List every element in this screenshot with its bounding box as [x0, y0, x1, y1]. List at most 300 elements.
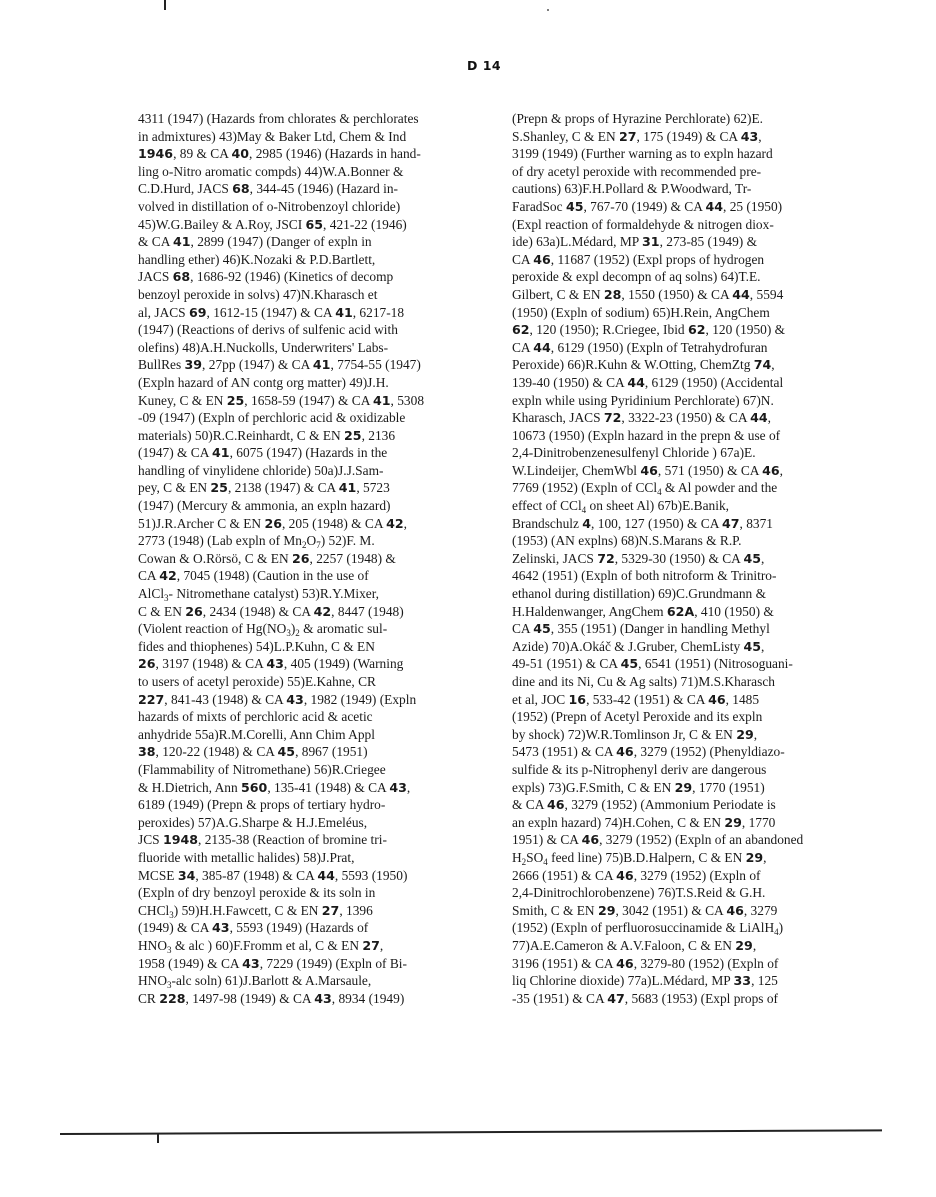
text-line — [512, 814, 803, 832]
text-segment: (Violent reaction of Hg(NO — [138, 621, 287, 637]
text-segment: Gilbert, C & EN — [512, 286, 604, 302]
text-segment: to users of acetyl peroxide) 55)E.Kahne, CR — [138, 674, 376, 689]
volume-number: 69 — [188, 304, 207, 320]
text-segment: , 1770 — [741, 814, 776, 830]
text-segment: peroxides) 57)A.G.Sharpe & H.J.Emeléus, — [138, 814, 368, 830]
text-segment: 51)J.R.Archer C & EN — [138, 515, 265, 531]
text-segment: (Expln hazard of AN contg org matter) 49)J.H. — [138, 374, 389, 390]
text-segment: on sheet Al) 67b)E.Banik, — [586, 498, 729, 514]
text-segment: Kuney, C & EN — [138, 392, 227, 408]
text-segment: , 5723 — [356, 480, 390, 496]
text-segment: , 3042 (1951) & CA — [615, 902, 727, 918]
subscript: 3 — [286, 628, 291, 639]
text-line — [512, 444, 803, 462]
text-line — [512, 392, 803, 410]
volume-number: 44 — [533, 339, 551, 355]
text-line — [512, 867, 803, 885]
text-line — [138, 339, 424, 357]
volume-number: 43 — [212, 920, 230, 936]
text-segment: , 1770 (1951) — [692, 779, 765, 795]
text-segment: effect of CCl — [512, 498, 582, 514]
text-line — [512, 796, 803, 814]
text-line — [138, 972, 424, 990]
text-line — [138, 180, 424, 198]
text-line — [138, 814, 424, 832]
volume-number: 62A — [666, 603, 695, 619]
volume-number: 31 — [642, 234, 660, 250]
text-segment: & CA — [138, 234, 173, 250]
text-segment: C & EN — [138, 603, 186, 619]
text-segment: 45)W.G.Bailey & A.Roy, JSCI — [138, 216, 306, 232]
text-segment: 4642 (1951) (Expln of both nitroform & Trinitro- — [512, 568, 777, 584]
volume-number: 29 — [745, 849, 764, 865]
text-segment: 49-51 (1951) & CA — [512, 656, 621, 672]
text-line — [138, 392, 424, 410]
text-line — [512, 374, 803, 392]
text-segment: & H.Dietrich, Ann — [138, 779, 242, 795]
text-segment: , 3279 (1952) (Expln of — [633, 867, 761, 883]
volume-number: 43 — [242, 955, 260, 971]
text-segment: , — [760, 550, 765, 566]
volume-number: 28 — [603, 286, 622, 302]
text-line — [512, 603, 803, 621]
text-segment: Kharasch, JACS — [512, 410, 604, 426]
volume-number: 41 — [212, 445, 230, 461]
volume-number: 65 — [305, 216, 324, 232]
text-line — [138, 955, 424, 973]
text-segment: sulfide & its p-Nitrophenyl deriv are dangerous — [512, 761, 767, 777]
text-segment: 1951) & CA — [512, 832, 582, 848]
text-line — [512, 339, 803, 357]
volume-number: 46 — [581, 832, 600, 848]
text-line — [512, 620, 803, 638]
text-line — [512, 779, 803, 797]
text-line — [512, 462, 803, 480]
text-line — [138, 990, 424, 1008]
text-line — [512, 532, 803, 550]
volume-number: 41 — [373, 392, 391, 408]
text-line — [138, 673, 424, 691]
text-segment: CA — [512, 251, 534, 267]
text-segment: , 5593 (1949) (Hazards of — [229, 920, 369, 936]
text-segment: , 405 (1949) (Warning — [283, 656, 404, 672]
subscript: 4 — [657, 487, 662, 498]
text-line — [138, 779, 424, 797]
text-segment: liq Chlorine dioxide) 77a)L.Médard, MP — [512, 973, 734, 989]
text-segment: , 355 (1951) (Danger in handling Methyl — [550, 621, 770, 637]
text-line — [512, 673, 803, 691]
text-segment: ) 52)F. M. — [320, 533, 375, 549]
text-line — [512, 479, 803, 497]
text-line — [512, 268, 803, 286]
text-segment: SO — [526, 849, 544, 865]
text-line — [138, 884, 424, 902]
text-segment: , 2136 — [361, 427, 396, 443]
text-line — [138, 268, 424, 286]
text-segment: 77)A.E.Cameron & A.V.Faloon, C & EN — [512, 937, 736, 953]
text-line — [138, 497, 424, 515]
volume-number: 41 — [312, 357, 331, 373]
text-segment: & aromatic sul- — [299, 621, 388, 637]
volume-number: 43 — [286, 691, 304, 707]
text-segment: , 2135-38 (Reaction of bromine tri- — [198, 832, 387, 848]
text-segment: 4311 (1947) (Hazards from chlorates & perchlorates — [138, 111, 419, 126]
text-line — [138, 233, 424, 251]
volume-number: 46 — [616, 955, 634, 971]
text-segment: , — [379, 937, 384, 953]
text-segment: (1952) (Prepn of Acetyl Peroxide and its expln — [512, 709, 763, 725]
text-segment: , 3279 (1952) (Expln of an abandoned — [599, 832, 804, 848]
page-number: D 14 — [467, 58, 502, 73]
text-segment: , 5594 — [749, 286, 784, 302]
text-segment: Zelinski, JACS — [512, 550, 598, 566]
text-line — [138, 198, 424, 216]
text-line — [512, 919, 803, 937]
text-line — [512, 145, 803, 163]
text-line — [138, 251, 424, 269]
text-line — [138, 902, 424, 920]
text-segment: expls) 73)G.F.Smith, C & EN — [512, 779, 675, 795]
text-segment: peroxide & expl decompn of aq solns) 64)T.E. — [512, 269, 761, 285]
text-segment: , 3279 (1952) (Ammonium Periodate is — [564, 797, 776, 813]
text-line — [138, 567, 424, 585]
volume-number: 68 — [232, 181, 250, 197]
text-segment: 1958 (1949) & CA — [138, 955, 243, 971]
subscript: 4 — [774, 927, 779, 938]
text-segment: JCS — [138, 832, 163, 848]
text-segment: (Expl reaction of formaldehyde & nitrogen diox- — [512, 216, 774, 232]
text-line — [512, 550, 803, 568]
text-line — [138, 479, 424, 497]
text-segment: & CA — [512, 797, 547, 813]
text-segment: 3196 (1951) & CA — [512, 955, 617, 971]
text-line — [512, 972, 803, 990]
volume-number: 47 — [721, 515, 740, 531]
left-column — [138, 110, 424, 1007]
volume-number: 25 — [344, 427, 362, 443]
volume-number: 26 — [185, 603, 203, 619]
text-line — [138, 374, 424, 392]
text-segment: BullRes — [138, 357, 185, 373]
text-line — [512, 163, 803, 181]
text-segment: , 120-22 (1948) & CA — [155, 744, 278, 760]
text-segment: , 6129 (1950) (Accidental — [644, 374, 784, 390]
text-segment: expln while using Pyridinium Perchlorate) 67)N. — [512, 392, 774, 408]
volume-number: 27 — [362, 937, 380, 953]
text-line — [138, 603, 424, 621]
text-line — [512, 128, 803, 146]
text-segment: materials) 50)R.C.Reinhardt, C & EN — [138, 427, 345, 443]
subscript: 2 — [521, 856, 527, 867]
volume-number: 43 — [314, 990, 332, 1006]
text-line — [138, 128, 424, 146]
text-segment: , 5683 (1953) (Expl props of — [624, 990, 778, 1006]
text-segment: MCSE — [138, 867, 178, 883]
text-segment: , 2985 (1946) (Hazards in hand- — [249, 146, 421, 162]
volume-number: 25 — [226, 392, 245, 408]
volume-number: 41 — [338, 480, 357, 496]
volume-number: 34 — [177, 867, 196, 883]
volume-number: 46 — [640, 462, 658, 478]
volume-number: 26 — [264, 515, 282, 531]
text-line — [138, 145, 424, 163]
text-segment: , 2257 (1948) & — [309, 550, 396, 566]
volume-number: 46 — [533, 251, 551, 267]
text-segment: CA — [138, 568, 160, 584]
scan-speck — [547, 9, 549, 11]
text-segment: H — [512, 849, 522, 865]
volume-number: 45 — [743, 550, 761, 566]
text-segment: , 1396 — [339, 902, 373, 918]
scan-mark — [164, 0, 166, 10]
volume-number: 560 — [241, 779, 268, 795]
volume-number: 46 — [708, 691, 726, 707]
text-line — [138, 937, 424, 955]
text-line — [138, 550, 424, 568]
volume-number: 29 — [724, 814, 742, 830]
text-segment: CHCl — [138, 902, 170, 918]
text-line — [138, 849, 424, 867]
text-line — [138, 304, 424, 322]
text-segment: 2,4-Dinitrochlorobenzene) 76)T.S.Reid & G.H. — [512, 885, 766, 901]
text-line — [138, 409, 424, 427]
volume-number: 4 — [582, 515, 592, 531]
text-segment: W.Lindeijer, ChemWbl — [512, 462, 641, 478]
text-segment: , 2138 (1947) & CA — [227, 480, 339, 496]
text-segment: anhydride 55a)R.M.Corelli, Ann Chim Appl — [138, 726, 375, 742]
text-segment: AlCl — [138, 586, 165, 602]
text-segment: , 120 (1950) & — [705, 322, 786, 338]
volume-number: 44 — [705, 198, 723, 214]
volume-number: 40 — [231, 146, 250, 162]
text-segment: feed line) 75)B.D.Halpern, C & EN — [547, 849, 746, 865]
text-segment: an expln hazard) 74)H.Cohen, C & EN — [512, 814, 725, 830]
text-segment: JACS — [138, 269, 173, 285]
text-segment: , — [779, 462, 783, 478]
volume-number: 41 — [335, 304, 353, 320]
text-line — [138, 216, 424, 234]
text-segment: olefins) 48)A.H.Nuckolls, Underwriters' Labs- — [138, 339, 389, 355]
text-segment: pey, C & EN — [138, 480, 211, 496]
text-line — [138, 708, 424, 726]
text-segment: , — [403, 515, 408, 531]
volume-number: 26 — [138, 656, 156, 672]
text-segment: hazards of mixts of perchloric acid & acetic — [138, 709, 373, 725]
text-segment: , 1658-59 (1947) & CA — [244, 392, 373, 408]
text-segment: , 6075 (1947) (Hazards in the — [229, 445, 388, 461]
volume-number: 46 — [546, 797, 565, 813]
volume-number: 46 — [762, 462, 780, 478]
text-segment: -35 (1951) & CA — [512, 990, 608, 1006]
text-segment: (1952) (Expln of perfluorosuccinamide & LiAlH — [512, 920, 775, 936]
text-segment: (Expln of dry benzoyl peroxide & its soln in — [138, 885, 376, 901]
text-segment: 10673 (1950) (Expln hazard in the prepn & use of — [512, 427, 781, 443]
text-line — [138, 444, 424, 462]
volume-number: 74 — [753, 357, 772, 373]
text-segment: , 135-41 (1948) & CA — [267, 779, 390, 795]
subscript: 3 — [167, 944, 172, 955]
text-segment: , 7229 (1949) (Expln of Bi- — [259, 955, 407, 971]
subscript: 4 — [543, 856, 548, 867]
text-line — [138, 163, 424, 181]
volume-number: 44 — [317, 867, 335, 883]
volume-number: 227 — [138, 691, 165, 707]
text-line — [138, 867, 424, 885]
text-segment: -alc soln) 61)J.Barlott & A.Marsaule, — [171, 973, 372, 989]
text-segment: (1953) (AN explns) 68)N.S.Marans & R.P. — [512, 533, 742, 549]
text-line — [512, 726, 803, 744]
text-segment: , 175 (1949) & CA — [636, 128, 741, 144]
text-segment: cautions) 63)F.H.Pollard & P.Woodward, Tr- — [512, 181, 752, 197]
text-segment: , 841-43 (1948) & CA — [164, 691, 287, 707]
text-segment: Azide) 70)A.Okáč & J.Gruber, ChemListy — [512, 638, 744, 654]
text-segment: & Al powder and the — [661, 480, 778, 496]
text-line — [138, 321, 424, 339]
text-segment: fides and thiophenes) 54)L.P.Kuhn, C & EN — [138, 638, 375, 654]
text-segment: , 3322-23 (1950) & CA — [621, 410, 751, 426]
text-line — [512, 180, 803, 198]
text-segment: , 7754-55 (1947) — [330, 357, 421, 373]
text-segment: , 120 (1950); R.Criegee, Ibid — [529, 322, 688, 338]
text-segment: , 2899 (1947) (Danger of expln in — [190, 234, 372, 250]
text-segment: - Nitromethane catalyst) 53)R.Y.Mixer, — [168, 586, 379, 602]
subscript: 4 — [581, 505, 587, 516]
text-line — [138, 831, 424, 849]
volume-number: 39 — [184, 357, 203, 373]
volume-number: 29 — [735, 937, 753, 953]
text-segment: , 273-85 (1949) & — [659, 234, 758, 250]
volume-number: 45 — [277, 744, 296, 760]
text-segment: , 6129 (1950) (Expln of Tetrahydrofuran — [550, 339, 768, 355]
text-segment: , 421-22 (1946) — [323, 216, 407, 232]
text-segment: , 11687 (1952) (Expl props of hydrogen — [550, 251, 765, 267]
text-line — [512, 831, 803, 849]
text-line — [512, 497, 803, 515]
volume-number: 45 — [620, 656, 639, 672]
volume-number: 1948 — [162, 832, 198, 848]
volume-number: 29 — [597, 902, 616, 918]
text-line — [512, 567, 803, 585]
text-line — [512, 233, 803, 251]
text-line — [512, 743, 803, 761]
text-line — [512, 251, 803, 269]
volume-number: 72 — [603, 410, 622, 426]
volume-number: 46 — [616, 867, 634, 883]
text-segment: benzoyl peroxide in solvs) 47)N.Kharasch et — [138, 286, 378, 302]
volume-number: 29 — [736, 726, 754, 742]
text-segment: FaradSoc — [512, 198, 566, 214]
volume-number: 45 — [743, 638, 762, 654]
text-segment: volved in distillation of o-Nitrobenzoyl chloride) — [138, 198, 401, 214]
text-segment: (1949) & CA — [138, 920, 213, 936]
text-segment: , 7045 (1948) (Caution in the use of — [176, 568, 369, 584]
text-segment: S.Shanley, C & EN — [512, 128, 620, 144]
text-segment: , 27pp (1947) & CA — [202, 357, 313, 373]
volume-number: 72 — [597, 550, 615, 566]
footer-rule-tick — [157, 1134, 159, 1143]
text-segment: (1947) & CA — [138, 445, 213, 461]
text-segment: , 205 (1948) & CA — [281, 515, 387, 531]
text-line — [512, 304, 803, 322]
text-line — [512, 955, 803, 973]
text-segment: 2666 (1951) & CA — [512, 867, 617, 883]
text-segment: handling ether) 46)K.Nozaki & P.D.Bartlett, — [138, 251, 376, 267]
text-line — [512, 761, 803, 779]
text-segment: of dry acetyl peroxide with recommended pre- — [512, 163, 762, 179]
text-line — [138, 726, 424, 744]
footer-rule — [60, 1129, 882, 1134]
text-segment: , — [763, 849, 767, 865]
volume-number: 45 — [533, 621, 551, 637]
text-line — [512, 638, 803, 656]
text-segment: , 2434 (1948) & CA — [202, 603, 314, 619]
text-line — [512, 884, 803, 902]
text-segment: , 533-42 (1951) & CA — [586, 691, 709, 707]
text-segment: HNO — [138, 973, 168, 989]
text-segment: , 410 (1950) & — [694, 603, 774, 619]
subscript: 3 — [169, 909, 174, 920]
text-line — [512, 515, 803, 533]
volume-number: 26 — [292, 550, 310, 566]
text-segment: , — [761, 638, 765, 654]
text-line — [512, 902, 803, 920]
text-segment: handling of vinylidene chloride) 50a)J.J.Sam- — [138, 462, 384, 478]
text-segment: , — [406, 779, 411, 795]
volume-number: 44 — [627, 374, 645, 390]
text-line — [138, 620, 424, 638]
text-segment: ) — [778, 920, 784, 936]
text-line — [138, 356, 424, 374]
volume-number: 68 — [172, 269, 191, 285]
text-segment: , — [753, 726, 758, 742]
volume-number: 47 — [607, 990, 625, 1006]
text-line — [138, 532, 424, 550]
text-segment: , 3279-80 (1952) (Expln of — [633, 955, 779, 971]
text-segment: 7769 (1952) (Expln of CCl — [512, 480, 658, 496]
right-column — [512, 110, 803, 1007]
volume-number: 38 — [138, 744, 156, 760]
volume-number: 62 — [687, 322, 706, 338]
volume-number: 46 — [616, 744, 634, 760]
text-segment: 139-40 (1950) & CA — [512, 374, 628, 390]
text-line — [138, 638, 424, 656]
text-segment: , 6217-18 — [352, 304, 405, 320]
text-segment: 3199 (1949) (Further warning as to expln hazard — [512, 146, 773, 162]
text-segment: , 100, 127 (1950) & CA — [591, 515, 722, 531]
subscript: 3 — [167, 980, 172, 991]
text-line — [138, 796, 424, 814]
volume-number: 16 — [568, 691, 587, 707]
text-segment: & alc ) 60)F.Fromm et al, C & EN — [171, 937, 363, 953]
text-line — [512, 286, 803, 304]
text-line — [138, 515, 424, 533]
text-line — [512, 937, 803, 955]
text-segment: , 5593 (1950) — [334, 867, 408, 883]
text-segment: (1947) (Reactions of derivs of sulfenic acid with — [138, 322, 398, 338]
text-segment: , 385-87 (1948) & CA — [195, 867, 318, 883]
text-segment: CA — [512, 339, 534, 355]
text-segment: 6189 (1949) (Prepn & props of tertiary hydro- — [138, 797, 386, 813]
text-segment: , 1550 (1950) & CA — [621, 286, 733, 302]
text-segment: 2,4-Dinitrobenzenesulfenyl Chloride ) 67a)E. — [512, 445, 756, 461]
volume-number: 62 — [512, 322, 530, 338]
text-segment: ) — [290, 621, 296, 637]
text-segment: , 89 & CA — [173, 146, 232, 162]
volume-number: 42 — [386, 515, 404, 531]
text-line — [138, 919, 424, 937]
volume-number: 1946 — [138, 146, 174, 162]
text-line — [512, 655, 803, 673]
